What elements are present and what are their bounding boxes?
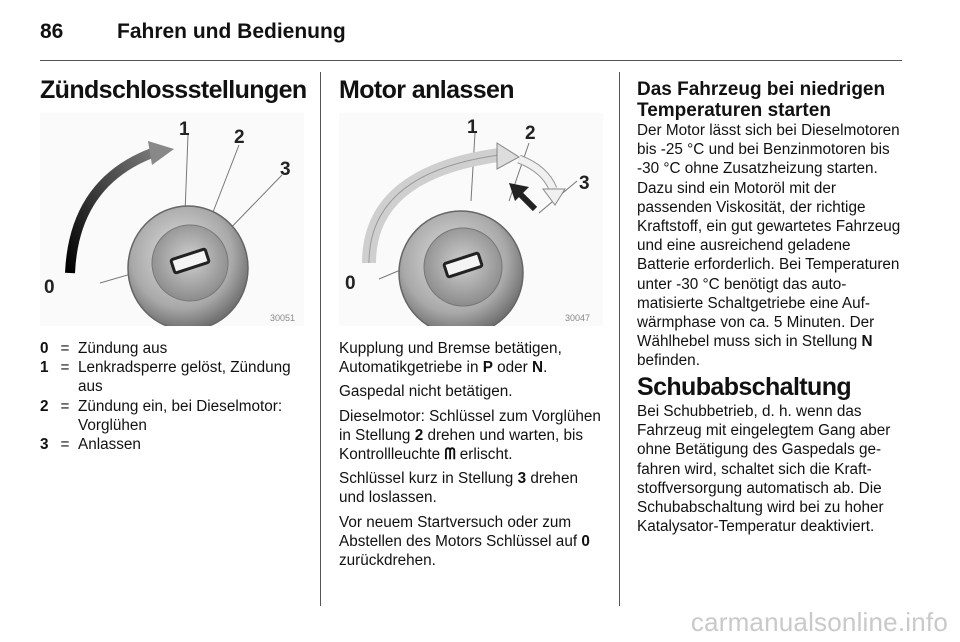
text: Der Motor lässt sich bei Dieselmotoren bis -25 °C und bei Benzinmotoren bis -30 °C ohne Zusatzheizung starten. Dazu sind ein Motoröl mit der passenden Viskosität, der richtige Kraftstoff, ein gut gewartetes Fahrzeug und eine ausreichend geladene Batterie erforderlich. Bei Temperaturen unter -30 °C benötigt das automatisierte Schaltgetriebe eine Aufwärmphase von ca. 5 Minuten. Der Wählhebel muss sich in Stellung (637, 122, 901, 351)
section-heading-ignition: Zündschlossstellungen (40, 76, 307, 104)
paragraph (339, 469, 607, 507)
legend-text: Zündung aus (78, 340, 168, 357)
position-label-1: 1 (467, 117, 478, 138)
section-heading-cold-start: Das Fahrzeug bei niedrigen Temperaturen starten (637, 79, 886, 121)
gear-n: N (861, 333, 873, 351)
legend-text: Anlassen (78, 436, 141, 454)
column-divider-1 (320, 72, 321, 606)
position-0: 0 (581, 532, 590, 550)
legend-text: Lenkradsperre gelöst, Zündung aus (78, 359, 291, 396)
text: Vor neuem Startversuch oder zum Abstellen des Motors Schlüssel auf (339, 513, 582, 550)
legend-key: 3 (40, 436, 49, 454)
position-2: 2 (414, 426, 424, 444)
legend-row (40, 339, 310, 358)
gear-n: N (532, 359, 544, 377)
position-label-3: 3 (280, 159, 291, 180)
gear-p: P (482, 359, 493, 377)
paragraph (339, 513, 607, 571)
figure-code: 30047 (565, 313, 591, 323)
position-label-2: 2 (234, 127, 245, 148)
position-label-0: 0 (345, 273, 356, 294)
paragraph: Gaspedal nicht betätigen. (339, 383, 513, 401)
position-3: 3 (517, 470, 527, 488)
watermark: carmanualsonline.info (690, 607, 948, 637)
position-label-3: 3 (579, 173, 590, 194)
legend-row (40, 358, 310, 396)
text: Dieselmotor: Schlüssel zum Vorglühen in Stellung (339, 407, 601, 444)
column-divider-2 (619, 72, 620, 606)
paragraph (339, 407, 607, 465)
legend-key: 0 (40, 340, 49, 357)
text: befinden. (637, 352, 700, 370)
legend-row (40, 397, 310, 435)
section-heading-fuel-cutoff: Schubabschaltung (637, 373, 852, 401)
cold-start-text (637, 121, 903, 376)
paragraph: Bei Schubbetrieb, d. h. wenn das Fahrzeug mit eingelegtem Gang aber ohne Betätigung des Gaspedals gefahren wird, schaltet sich die Kraftstoffversorgung automatisch ab. Die Schubabschaltung wird bei zu hoher Katalysator-Temperatur deaktiviert. (637, 403, 891, 536)
text: erlischt. (455, 446, 513, 464)
page-number: 86 (40, 20, 64, 43)
legend-eq: = (60, 340, 70, 357)
position-label-1: 1 (179, 119, 190, 140)
text: drehen und warten, bis Kontrollleuchte (339, 426, 584, 464)
text: drehen und loslassen. (339, 470, 578, 507)
position-1-line (185, 135, 188, 213)
header-rule (40, 60, 902, 61)
ignition-illustration (40, 113, 304, 326)
legend-eq: = (60, 359, 70, 377)
glow-plug-icon: ᗰ (444, 446, 456, 464)
section-heading-start-engine: Motor anlassen (339, 76, 514, 104)
legend-key: 1 (40, 359, 49, 377)
paragraph (339, 339, 607, 377)
figure-code: 30051 (270, 313, 296, 323)
rotation-arc-head (497, 143, 519, 169)
engine-start-illustration (339, 113, 603, 326)
position-label-2: 2 (525, 123, 536, 144)
legend-eq: = (60, 436, 70, 454)
text: zurückdrehen. (339, 552, 436, 570)
chapter-title: Fahren und Bedienung (117, 20, 346, 43)
engine-start-figure (339, 113, 603, 326)
ignition-positions-figure (40, 113, 304, 326)
start-engine-text (339, 339, 607, 575)
legend-text: Zündung ein, bei Dieselmotor: Vorglühen (78, 397, 283, 434)
start-arc-head (543, 189, 565, 205)
legend-key: 2 (40, 397, 49, 415)
text: Schlüssel kurz in Stellung (339, 470, 518, 488)
return-arrow (519, 193, 535, 209)
legend-eq: = (60, 397, 70, 415)
text: oder (492, 359, 533, 377)
rotation-arrow-head (148, 141, 174, 165)
text: . (543, 359, 548, 377)
paragraph (637, 121, 903, 371)
ignition-legend (40, 339, 310, 454)
legend-row (40, 435, 310, 454)
fuel-cutoff-text (637, 402, 903, 541)
position-label-0: 0 (44, 277, 55, 298)
text: Kupplung und Bremse betätigen, Automatikgetriebe in (339, 340, 562, 377)
